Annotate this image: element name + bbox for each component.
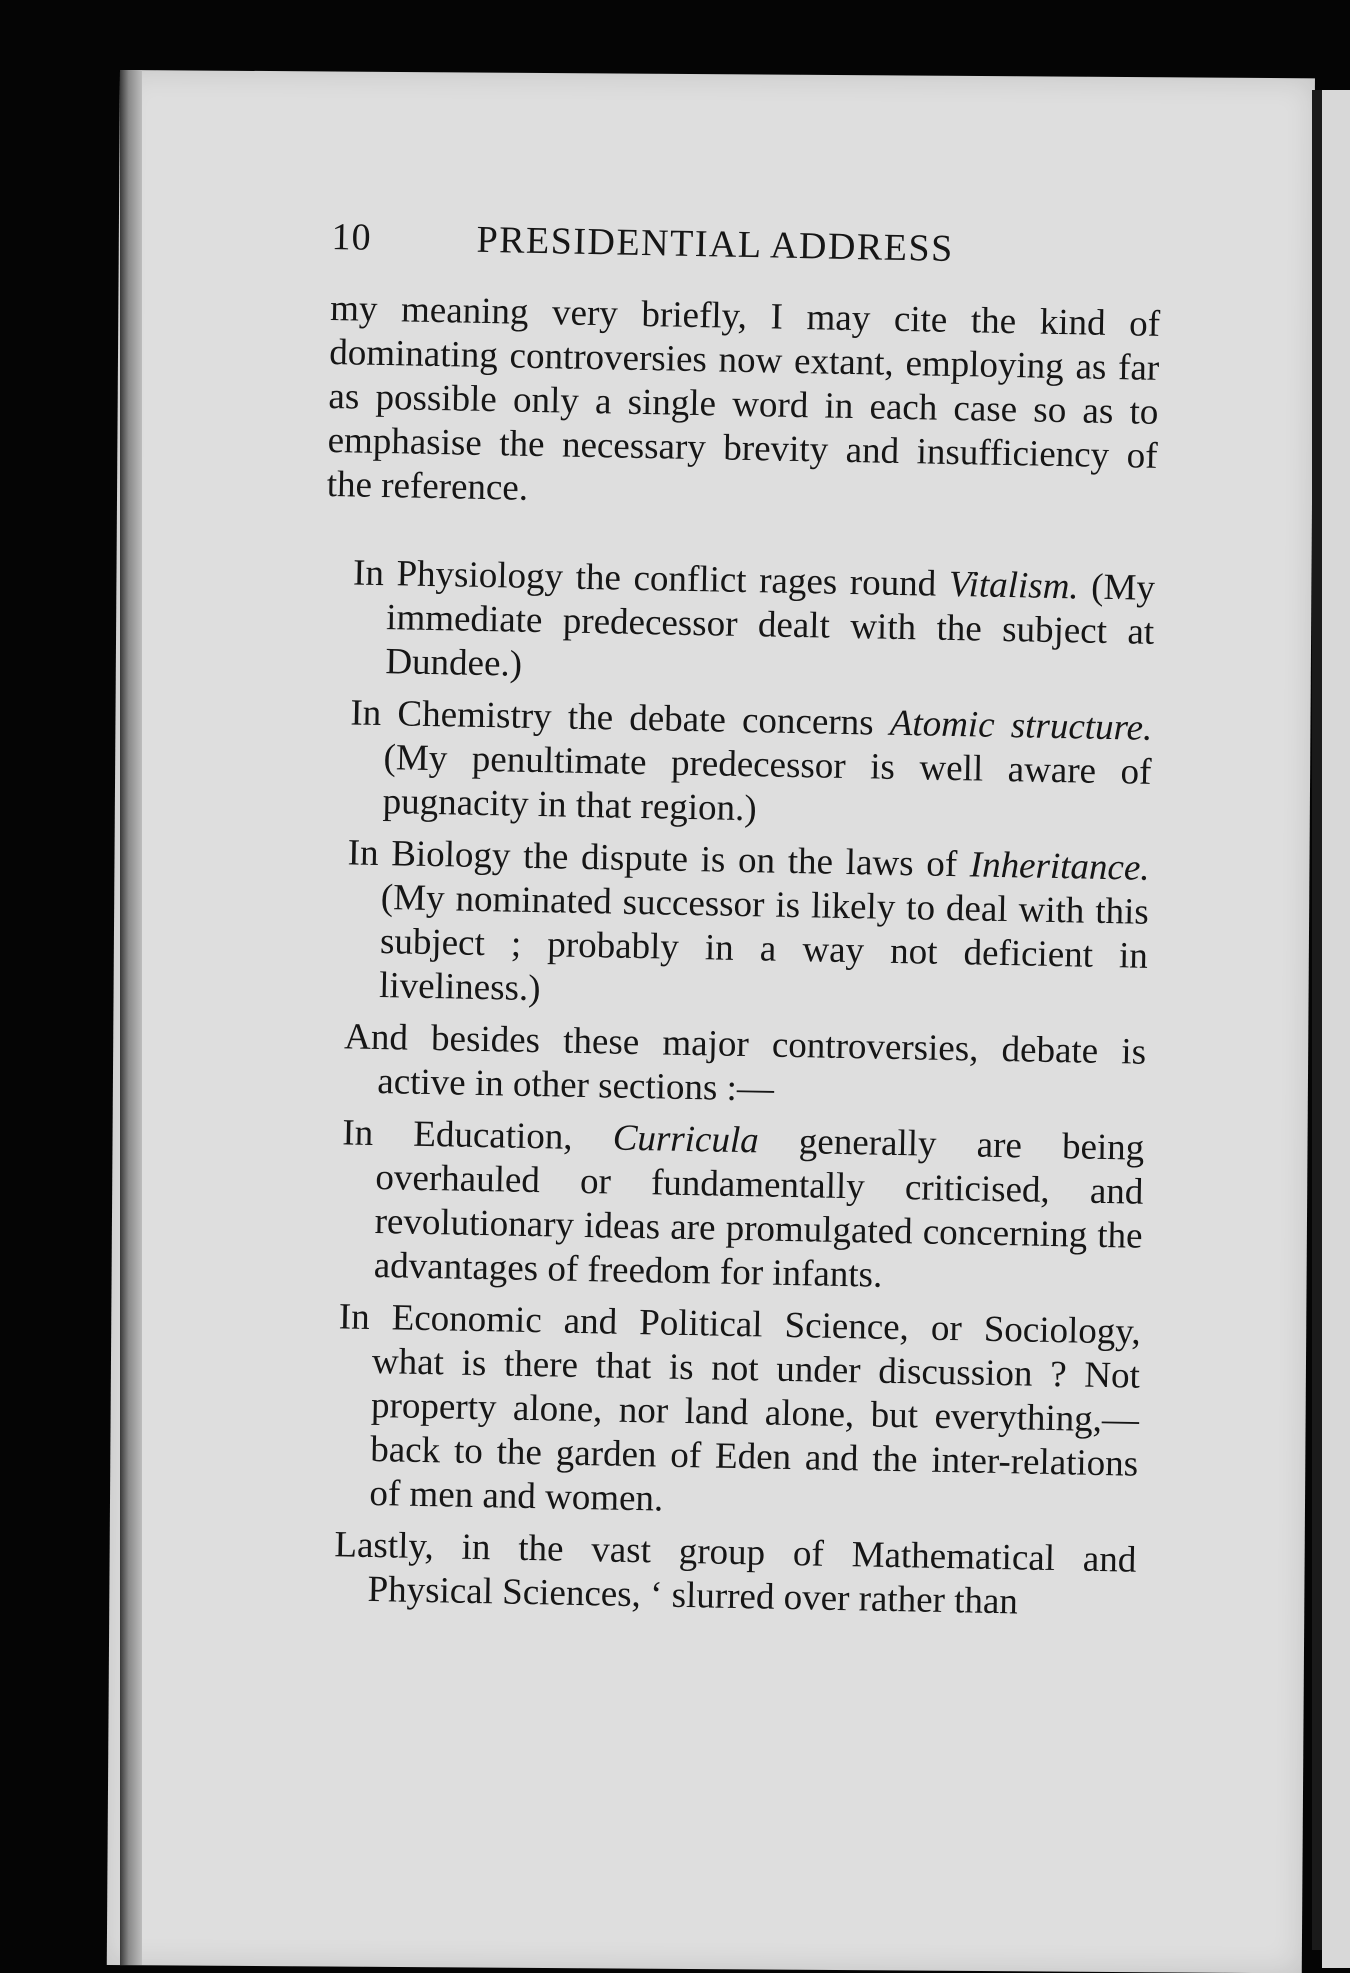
page-number: 10 <box>331 215 372 259</box>
list-item <box>333 1523 1137 1626</box>
page-content <box>305 215 1162 1635</box>
item-emphasis: Inheritance. <box>969 844 1151 889</box>
item-emphasis: Curricula <box>612 1117 760 1162</box>
list-item <box>339 1111 1144 1302</box>
page-gutter <box>120 70 142 1965</box>
item-emphasis: Atomic structure. <box>889 702 1153 749</box>
item-tail: (My immediate predecessor dealt with the subject at Dundee.) <box>385 566 1156 685</box>
intro-text: my meaning very briefly, I may cite the kind of dominating controversies now extant, employing as far as possible only a single word in each case so as to emphasise the necessary brevity and insufficiency of the reference. <box>326 287 1161 509</box>
item-lead: And besides these major controversies, debate is active in other sections :— <box>343 1016 1147 1110</box>
item-lead: In Physiology the conflict rages round <box>352 552 950 605</box>
facing-page <box>1322 90 1350 1968</box>
item-lead: In Biology the dispute is on the laws of <box>347 832 971 886</box>
item-tail: (My penultimate predecessor is well aware of pugnacity in that region.) <box>382 737 1152 830</box>
list-item <box>335 1295 1141 1530</box>
list-item <box>348 691 1152 838</box>
controversy-list <box>305 551 1155 1627</box>
list-item <box>351 551 1155 698</box>
item-tail: (My nominated successor is likely to deal with this subject ; probably in a way not deficient in liveliness.) <box>378 877 1150 1010</box>
list-item <box>343 1015 1147 1118</box>
item-emphasis: Vitalism. <box>948 563 1080 608</box>
intro-paragraph <box>326 287 1160 523</box>
item-lead: In Chemistry the debate concerns <box>350 692 891 744</box>
list-item <box>345 831 1150 1022</box>
item-lead: Lastly, in the vast group of Mathematical and Physical Sciences, ‘ slurred over rather than <box>334 1524 1137 1623</box>
item-tail: generally are being overhauled or fundamentally criticised, and revolutionary ideas are promulgated concerning the advantages of freedom for infants. <box>373 1120 1145 1296</box>
running-title: PRESIDENTIAL ADDRESS <box>476 218 955 270</box>
item-lead: In Economic and Political Science, or Sociology, what is there that is not under discussion ? Not property alone, nor land alone, but everything,—back to the garden of Eden and the inter-relations of men and women. <box>338 1296 1142 1520</box>
item-lead: In Education, <box>341 1112 614 1159</box>
facing-page-edge <box>1312 90 1322 1950</box>
